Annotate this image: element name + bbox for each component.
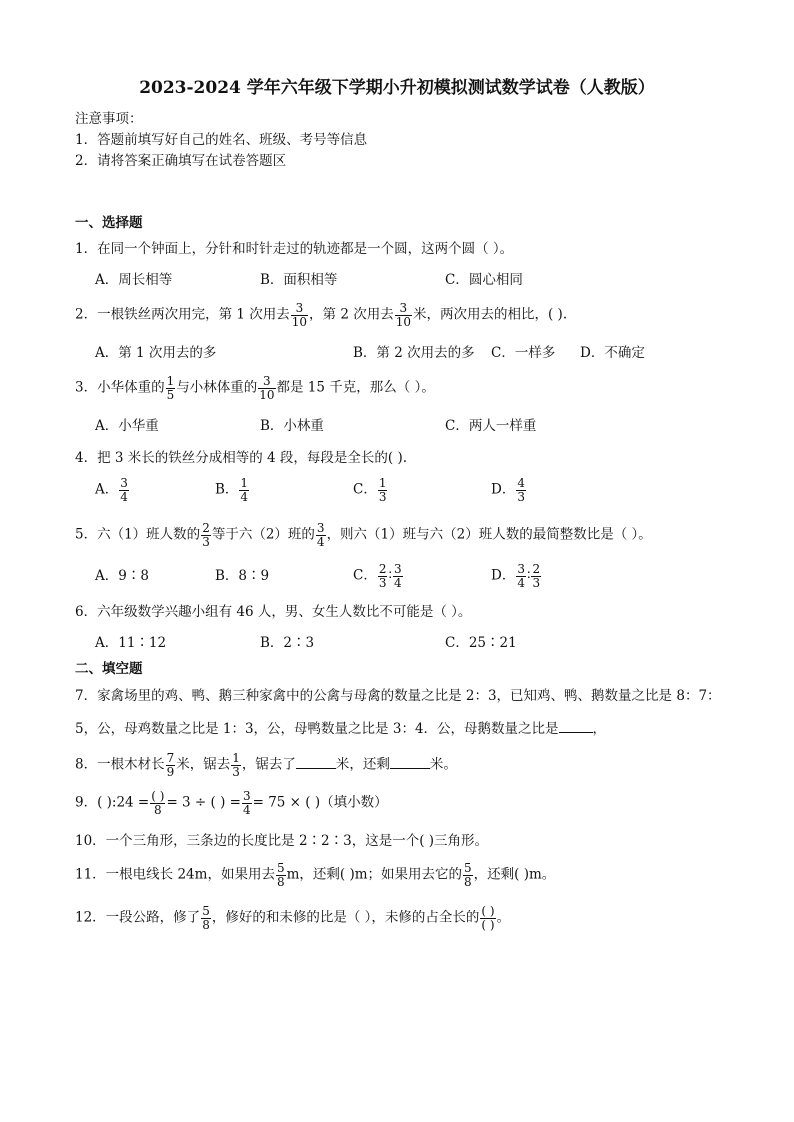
q3-text-2: 与小林体重的 [176, 379, 258, 396]
page-title: 2023-2024 学年六年级下学期小升初模拟测试数学试卷（人教版） [139, 78, 655, 98]
section-choice-heading: 一、选择题 [75, 215, 143, 231]
question-3 [75, 375, 435, 401]
q12-fraction-2: ( ) ( ) [481, 904, 495, 932]
q5-text-2: 等于六（2）班的 [211, 526, 315, 543]
question-6: 6．六年级数学兴趣小组有 46 人，男、女生人数比不可能是（ ）。 [75, 604, 472, 620]
question-10: 10．一个三角形，三条边的长度比是 2∶2∶3，这是一个( )三角形。 [75, 833, 489, 849]
q2-fraction-2: $\frac{3}{10}$ [395, 301, 411, 329]
q2-text-1: 2．一根铁丝两次用完，第 1 次用去 [75, 306, 290, 323]
q1-option-a[interactable]: A．周长相等 [95, 272, 173, 288]
q4-option-a[interactable]: A． $\frac{3}{4}$ [95, 476, 128, 504]
q5-text-3: ，则六（1）班与六（2）班人数的最简整数比是（ ）。 [326, 526, 652, 543]
q1-option-c[interactable]: C．圆心相同 [445, 272, 523, 288]
q4-option-d-fraction: $\frac{4}{3}$ [517, 476, 525, 504]
q3-option-b[interactable]: B．小林重 [260, 418, 324, 434]
q5-option-b[interactable]: B．8∶9 [215, 568, 270, 584]
note-item-2: 2．请将答案正确填写在试卷答题区 [75, 153, 287, 169]
notes-heading: 注意事项： [75, 111, 143, 127]
question-8: 8．一根木材长 $\frac{7}{9}$ 米，锯去 $\frac{1}{3}$ ，锯去了 米，还剩 米。 [75, 751, 457, 779]
q4-option-a-fraction: $\frac{3}{4}$ [120, 476, 128, 504]
q2-option-c[interactable]: C．一样多 [491, 345, 556, 361]
q2-text-2: ，第 2 次用去 [309, 306, 394, 323]
q5-option-c[interactable]: C． $\frac{2}{3}$ ∶ $\frac{3}{4}$ [353, 562, 402, 590]
section-fill-heading: 二、填空题 [75, 661, 143, 677]
q8-fraction-2: $\frac{1}{3}$ [232, 751, 240, 779]
q2-option-d[interactable]: D．不确定 [580, 345, 645, 361]
q5-option-a[interactable]: A．9∶8 [95, 568, 149, 584]
q3-option-c[interactable]: C．两人一样重 [445, 418, 537, 434]
q5-text-1: 5．六（1）班人数的 [75, 526, 201, 543]
question-4: 4．把 3 米长的铁丝分成相等的 4 段，每段是全长的( ). [75, 450, 408, 466]
q3-fraction-2: $\frac{3}{10}$ [259, 374, 275, 402]
q3-option-a[interactable]: A．小华重 [95, 418, 159, 434]
q4-option-d[interactable]: D． $\frac{4}{3}$ [491, 476, 525, 504]
q5-option-d[interactable]: D． $\frac{3}{4}$ ∶ $\frac{2}{3}$ [491, 562, 541, 590]
q2-option-b[interactable]: B．第 2 次用去的多 [353, 345, 475, 361]
q6-option-b[interactable]: B．2∶3 [260, 635, 315, 651]
q8-blank-1[interactable] [296, 757, 336, 769]
q4-option-c-fraction: $\frac{1}{3}$ [378, 476, 387, 504]
q4-option-c[interactable]: C． $\frac{1}{3}$ [353, 476, 387, 504]
q4-option-b-fraction: $\frac{1}{4}$ [240, 476, 249, 504]
question-5 [75, 522, 652, 548]
q9-fraction-1: ( ) 8 [151, 789, 165, 817]
q3-fraction-1: $\frac{1}{5}$ [166, 374, 175, 402]
q11-fraction-2: $\frac{5}{8}$ [464, 861, 472, 889]
q3-text-3: 都是 15 千克，那么（ ）。 [276, 379, 435, 396]
question-2 [75, 302, 567, 328]
q2-text-3: 米，两次用去的相比，( ). [413, 306, 568, 323]
question-1: 1．在同一个钟面上，分针和时针走过的轨迹都是一个圆，这两个圆（ ）。 [75, 241, 514, 257]
question-9: 9．( ):24 = ( ) 8 = 3 ÷ ( ) = $\frac{3}{4}$ = 75 × ( )（填小数） [75, 789, 388, 817]
q6-option-a[interactable]: A．11∶12 [95, 635, 167, 651]
q2-fraction-1: $\frac{3}{10}$ [291, 301, 308, 329]
note-item-1: 1．答题前填写好自己的姓名、班级、考号等信息 [75, 132, 368, 148]
q7-answer-blank[interactable] [559, 721, 593, 733]
q1-option-b[interactable]: B．面积相等 [260, 272, 338, 288]
q3-text-1: 3．小华体重的 [75, 379, 165, 396]
q8-fraction-1: $\frac{7}{9}$ [166, 751, 175, 779]
q6-option-c[interactable]: C．25∶21 [445, 635, 517, 651]
q12-fraction-1: $\frac{5}{8}$ [202, 904, 210, 932]
q5-fraction-2: $\frac{3}{4}$ [316, 521, 325, 549]
question-7-line-1: 7．家禽场里的鸡、鸭、鹅三种家禽中的公禽与母禽的数量之比是 2：3，已知鸡、鸭、鹅数量之比是 8：7： [75, 688, 721, 704]
q9-fraction-2: $\frac{3}{4}$ [242, 789, 251, 817]
q2-option-a[interactable]: A．第 1 次用去的多 [95, 345, 217, 361]
q4-option-b[interactable]: B． $\frac{1}{4}$ [215, 476, 249, 504]
question-11: 11．一根电线长 24m，如果用去 $\frac{5}{8}$ m，还剩( )m；如果用去它的 $\frac{5}{8}$ ，还剩( )m。 [75, 861, 556, 889]
q8-blank-2[interactable] [390, 757, 430, 769]
question-12: 12．一段公路，修了 $\frac{5}{8}$ ，修好的和未修的比是（ ），未修的占全长的 ( ) ( ) 。 [75, 904, 511, 932]
q11-fraction-1: $\frac{5}{8}$ [276, 861, 285, 889]
question-7-line-2: 5，公，母鸡数量之比是 1：3，公，母鸭数量之比是 3：4．公，母鹅数量之比是 ， [75, 721, 607, 737]
q5-fraction-1: $\frac{2}{3}$ [202, 521, 210, 549]
